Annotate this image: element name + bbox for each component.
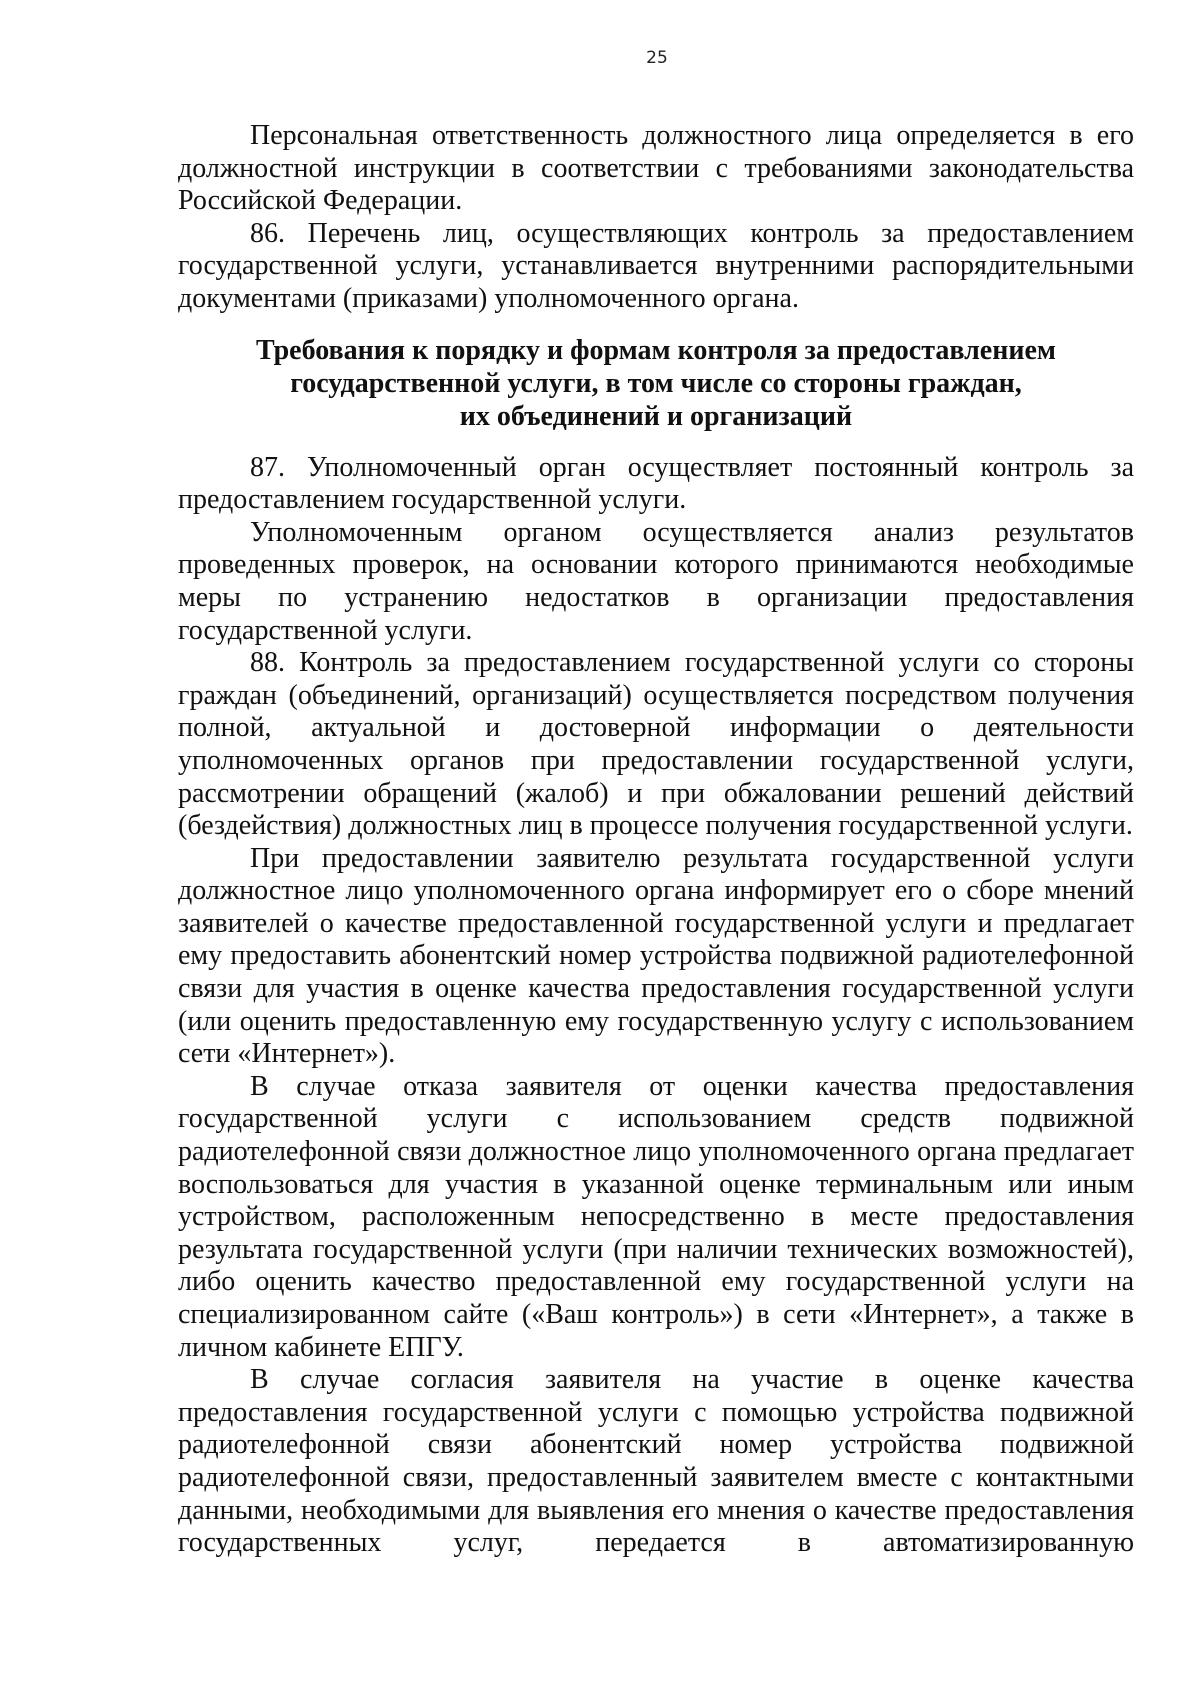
section-heading-line-2: государственной услуги, в том числе со стороны граждан, xyxy=(290,367,1022,399)
section-heading-line-3: их объединений и организаций xyxy=(459,400,853,432)
paragraph-analysis: Уполномоченным органом осуществляется анализ результатов проведенных проверок, на основании которого принимаются необходимые меры по устранению недостатков в организации предоставления государственной услуги. xyxy=(178,516,1134,646)
paragraph-consent: В случае согласия заявителя на участие в оценке качества предоставления государственной услуги с помощью устройства подвижной радиотелефонной связи абонентский номер устройства подвижной радиотелефонной связи, предоставленный заявителем вместе с контактными данными, необходимыми для выявления его мнения о качестве предоставления государственных услуг, передается в автоматизированную xyxy=(178,1364,1134,1559)
paragraph-88: 88. Контроль за предоставлением государственной услуги со стороны граждан (объединений, организаций) осуществляется посредством получения полной, актуальной и достоверной информации о деятельности уполномоченных органов при предоставлении государственной услуги, рассмотрении обращений (жалоб) и при обжаловании решений действий (бездействия) должностных лиц в процессе получения государственной услуги. xyxy=(178,647,1134,842)
paragraph-86: 86. Перечень лиц, осуществляющих контроль за предоставлением государственной услуги, устанавливается внутренними распорядительными документами (приказами) уполномоченного органа. xyxy=(178,217,1134,314)
paragraph-responsibility: Персональная ответственность должностного лица определяется в его должностной инструкции в соответствии с требованиями законодательства Российской Федерации. xyxy=(178,120,1134,217)
section-heading-line-1: Требования к порядку и формам контроля за предоставлением xyxy=(256,334,1056,366)
page-number: 25 xyxy=(646,48,668,68)
section-heading xyxy=(178,334,1134,433)
document-body xyxy=(178,120,1134,1560)
paragraph-87: 87. Уполномоченный орган осуществляет постоянный контроль за предоставлением государственной услуги. xyxy=(178,451,1134,516)
paragraph-refusal: В случае отказа заявителя от оценки качества предоставления государственной услуги с использованием средств подвижной радиотелефонной связи должностное лицо уполномоченного органа предлагает воспользоваться для участия в указанной оценке терминальным или иным устройством, расположенным непосредственно в месте предоставления результата государственной услуги (при наличии технических возможностей), либо оценить качество предоставленной ему государственной услуги на специализированном сайте («Ваш контроль») в сети «Интернет», а также в личном кабинете ЕПГУ. xyxy=(178,1070,1134,1363)
paragraph-opinion-survey: При предоставлении заявителю результата государственной услуги должностное лицо уполномоченного органа информирует его о сборе мнений заявителей о качестве предоставленной государственной услуги и предлагает ему предоставить абонентский номер устройства подвижной радиотелефонной связи для участия в оценке качества предоставления государственной услуги (или оценить предоставленную ему государственную услугу с использованием сети «Интернет»). xyxy=(178,842,1134,1070)
